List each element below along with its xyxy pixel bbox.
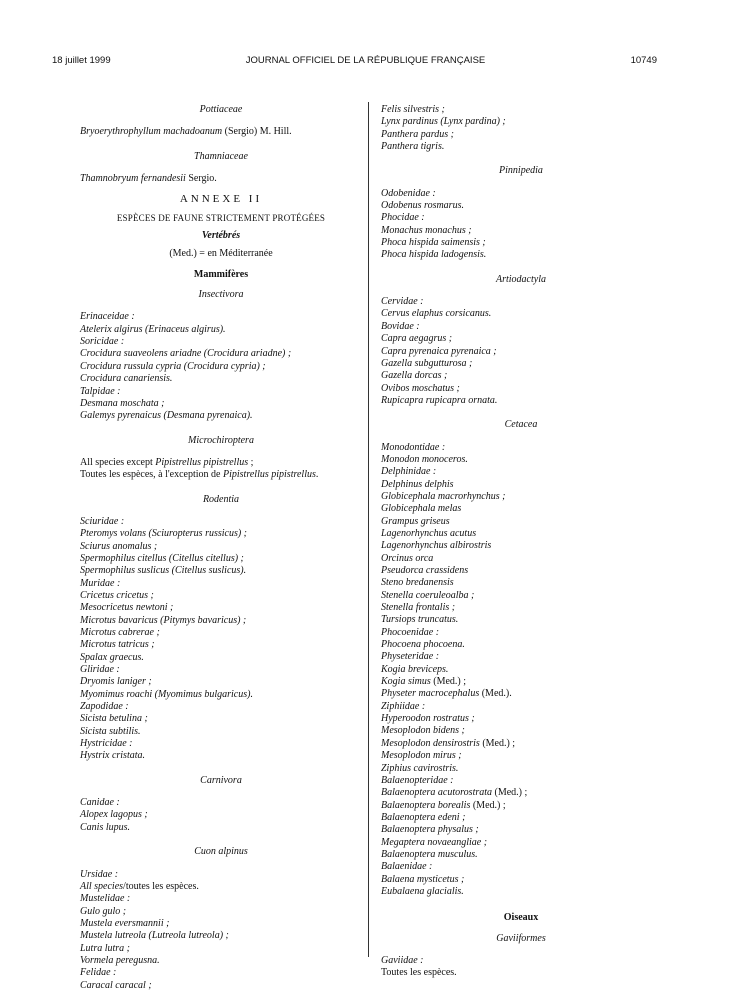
list-item: Talpidae : xyxy=(80,385,121,397)
list-item: Delphinidae : xyxy=(381,466,437,478)
list-item: Ziphiidae : xyxy=(381,700,426,712)
med-tag: (Med.) ; xyxy=(479,737,516,749)
list-item: Cervus elaphus corsicanus. xyxy=(381,308,492,320)
species-name: Thamnobryum fernandesii xyxy=(80,173,186,185)
list-item: Microtus tatricus ; xyxy=(80,639,155,651)
list-item: Phocidae : xyxy=(381,212,425,224)
text: All species xyxy=(80,880,124,892)
header-title: JOURNAL OFFICIEL DE LA RÉPUBLIQUE FRANÇAISE xyxy=(245,55,486,66)
order-heading-cetacea: Cetacea xyxy=(504,419,538,431)
list-item: Balaenoptera physalus ; xyxy=(381,824,479,836)
list-item: Capra pyrenaica pyrenaica ; xyxy=(381,345,497,357)
list-item: Myomimus roachi (Myomimus bulgaricus). xyxy=(80,688,253,700)
list-item: Monodontidae : xyxy=(381,441,446,453)
list-item: Balaenoptera edeni ; xyxy=(381,811,466,823)
heading-cuon-alpinus: Cuon alpinus xyxy=(194,846,248,858)
microchiroptera-french xyxy=(80,469,362,481)
list-item: Phocoena phocoena. xyxy=(381,639,465,651)
list-item: Zapodidae : xyxy=(80,701,129,713)
list-item: Soricidae : xyxy=(80,336,125,348)
list-item: Rupicapra rupicapra ornata. xyxy=(381,394,498,406)
list-item: Spermophilus citellus (Citellus citellus) ; xyxy=(80,552,244,564)
list-item: Balaenopteridae : xyxy=(381,774,454,786)
list-item: Hystricidae : xyxy=(80,738,133,750)
species-line xyxy=(80,126,362,138)
species-name: Mesoplodon densirostris xyxy=(381,737,480,749)
list-item: Spermophilus suslicus (Citellus suslicus). xyxy=(80,565,247,577)
section-mammiferes: Mammifères xyxy=(193,268,249,280)
list-item: Crocidura russula cypria (Crocidura cypria) ; xyxy=(80,360,266,372)
species-name: Physeter macrocephalus xyxy=(381,688,480,700)
carnivora-list xyxy=(80,797,362,834)
species-name: Kogia simus xyxy=(381,676,431,688)
list-item: Cricetus cricetus ; xyxy=(80,589,154,601)
order-heading-microchiroptera: Microchiroptera xyxy=(188,434,254,446)
species-name: Balaenoptera borealis xyxy=(381,799,471,811)
list-item: Steno bredanensis xyxy=(381,577,454,589)
med-tag: (Med.) ; xyxy=(430,676,467,688)
species-authority: Sergio. xyxy=(188,173,217,185)
text: All species except xyxy=(80,456,153,468)
species-line xyxy=(80,173,362,185)
med-tag: (Med.) ; xyxy=(492,787,528,799)
species-name: Pipistrellus pipistrellus xyxy=(223,469,316,481)
list-item: Mesoplodon bidens ; xyxy=(381,725,465,737)
insectivora-list xyxy=(80,311,362,422)
list-item xyxy=(80,881,362,893)
list-item: Stenella frontalis ; xyxy=(381,602,456,614)
list-item: Galemys pyrenaicus (Desmana pyrenaica). xyxy=(80,410,253,422)
list-item: Balaena mysticetus ; xyxy=(381,873,465,885)
list-item: Pteromys volans (Sciuropterus russicus) ; xyxy=(80,528,248,540)
list-item: Crocidura canariensis. xyxy=(80,373,173,385)
list-item: Microtus bavaricus (Pitymys bavaricus) ; xyxy=(80,614,247,626)
list-item: Mesocricetus newtoni ; xyxy=(80,602,174,614)
rodentia-list xyxy=(80,516,362,763)
right-column xyxy=(381,104,661,980)
list-item: Mesoplodon mirus ; xyxy=(381,750,462,762)
list-item: Gazella dorcas ; xyxy=(381,370,448,382)
list-item xyxy=(381,800,661,812)
pinnipedia-list xyxy=(381,188,661,262)
order-heading-gaviiformes: Gaviiformes xyxy=(496,932,546,944)
list-item: Desmana moschata ; xyxy=(80,397,165,409)
header-date: 18 juillet 1999 xyxy=(52,55,111,66)
order-heading-carnivora: Carnivora xyxy=(200,774,242,786)
text: ; xyxy=(248,456,254,468)
list-item: Lynx pardinus (Lynx pardina) ; xyxy=(381,116,506,128)
list-item: Kogia breviceps. xyxy=(381,663,449,675)
text: . xyxy=(315,469,319,481)
list-item: Eubalaena glacialis. xyxy=(381,885,464,897)
list-item: Sciuridae : xyxy=(80,515,125,527)
list-item: Gaviidae : xyxy=(381,954,424,966)
list-item: Mustela eversmannii ; xyxy=(80,917,170,929)
list-item xyxy=(381,738,661,750)
list-item: Mustelidae : xyxy=(80,893,131,905)
list-item: Spalax graecus. xyxy=(80,651,144,663)
list-item: Sicista betulina ; xyxy=(80,713,148,725)
list-item: Globicephala melas xyxy=(381,503,462,515)
list-item: Monodon monoceros. xyxy=(381,453,468,465)
list-item: Capra aegagrus ; xyxy=(381,333,453,345)
text: /toutes les espèces. xyxy=(123,880,199,892)
list-item: Muridae : xyxy=(80,577,121,589)
annexe-title: ANNEXE II xyxy=(179,193,263,206)
order-heading-pinnipedia: Pinnipedia xyxy=(499,165,543,177)
list-item: Monachus monachus ; xyxy=(381,224,472,236)
list-item: Ursidae : xyxy=(80,868,119,880)
list-item: Odobenus rosmarus. xyxy=(381,200,464,212)
list-item: Panthera tigris. xyxy=(381,141,445,153)
list-item: Felis silvestris ; xyxy=(381,104,445,115)
list-item: Balaenidae : xyxy=(381,861,433,873)
med-tag: (Med.). xyxy=(479,688,512,700)
list-item: Phocoenidae : xyxy=(381,626,440,638)
order-heading-artiodactyla: Artiodactyla xyxy=(496,273,546,285)
list-item: Hyperoodon rostratus ; xyxy=(381,713,475,725)
med-note: (Med.) = en Méditerranée xyxy=(169,248,273,260)
list-item: Pseudorca crassidens xyxy=(381,565,469,576)
header-page-number: 10749 xyxy=(630,55,657,66)
list-item: Sciurus anomalus ; xyxy=(80,540,158,552)
list-item xyxy=(381,688,661,700)
species-authority: (Sergio) M. Hill. xyxy=(224,126,292,138)
list-item: Ziphius cavirostris. xyxy=(381,762,459,774)
list-item: Phoca hispida ladogensis. xyxy=(381,249,487,261)
annexe-subtitle: ESPÈCES DE FAUNE STRICTEMENT PROTÉGÉES xyxy=(116,212,326,223)
list-item: Delphinus delphis xyxy=(381,478,454,490)
list-item: Toutes les espèces. xyxy=(381,967,457,979)
list-item xyxy=(381,787,661,799)
list-item: Megaptera novaeangliae ; xyxy=(381,836,488,848)
med-tag: (Med.) ; xyxy=(470,799,506,811)
species-name: Bryoerythrophyllum machadoanum xyxy=(80,126,223,138)
column-divider xyxy=(368,102,369,957)
list-item: Hystrix cristata. xyxy=(80,750,145,762)
list-item: Ovibos moschatus ; xyxy=(381,382,460,394)
list-item: Lutra lutra ; xyxy=(80,942,131,954)
cetacea-list xyxy=(381,442,661,899)
list-item: Cervidae : xyxy=(381,296,424,308)
list-item: Orcinus orca xyxy=(381,552,434,564)
section-oiseaux: Oiseaux xyxy=(503,912,539,924)
list-item: Gliridae : xyxy=(80,664,120,676)
list-item: Sicista subtilis. xyxy=(80,725,141,737)
list-item: Globicephala macrorhynchus ; xyxy=(381,490,506,502)
species-name: Balaenoptera acutorostrata xyxy=(381,787,493,799)
list-item: Gazella subgutturosa ; xyxy=(381,357,473,369)
list-item: Stenella coeruleoalba ; xyxy=(381,589,475,601)
artiodactyla-list xyxy=(381,296,661,407)
list-item: Canis lupus. xyxy=(80,821,131,833)
list-item: Phoca hispida saimensis ; xyxy=(381,237,486,249)
list-item: Atelerix algirus (Erinaceus algirus). xyxy=(80,323,226,335)
list-item: Erinaceidae : xyxy=(80,311,135,323)
family-heading-pottiaceae: Pottiaceae xyxy=(199,104,243,115)
order-heading-insectivora: Insectivora xyxy=(198,289,244,301)
list-item: Balaenoptera musculus. xyxy=(381,848,478,860)
list-item: Panthera pardus ; xyxy=(381,128,454,140)
left-column xyxy=(80,104,362,992)
list-item: Microtus cabrerae ; xyxy=(80,627,160,638)
felidae-continued-list xyxy=(381,104,661,153)
list-item: Physeteridae : xyxy=(381,651,440,663)
list-item: Odobenidae : xyxy=(381,187,436,199)
list-item: Lagenorhynchus acutus xyxy=(381,527,477,539)
list-item: Felidae : xyxy=(80,967,117,979)
list-item: Mustela lutreola (Lutreola lutreola) ; xyxy=(80,930,229,942)
list-item xyxy=(381,676,661,688)
list-item: Bovidae : xyxy=(381,320,420,332)
microchiroptera-english xyxy=(80,457,362,469)
order-heading-rodentia: Rodentia xyxy=(202,493,240,505)
list-item: Canidae : xyxy=(80,797,120,809)
section-vertebres: Vertébrés xyxy=(201,230,241,242)
list-item: Crocidura suaveolens ariadne (Crocidura ariadne) ; xyxy=(80,348,292,360)
list-item: Alopex lagopus ; xyxy=(80,809,148,821)
list-item: Gulo gulo ; xyxy=(80,905,127,917)
text: Toutes les espèces, à l'exception de xyxy=(80,469,221,481)
mustelidae-list xyxy=(80,893,362,992)
list-item: Vormela peregusna. xyxy=(80,954,160,966)
list-item: Dryomis laniger ; xyxy=(80,676,152,688)
list-item: Lagenorhynchus albirostris xyxy=(381,540,492,552)
list-item: Caracal caracal ; xyxy=(80,979,152,991)
family-heading-thamniaceae: Thamniaceae xyxy=(194,150,248,162)
list-item: Tursiops truncatus. xyxy=(381,614,459,626)
species-name: Pipistrellus pipistrellus xyxy=(155,456,249,468)
list-item: Grampus griseus xyxy=(381,515,450,527)
